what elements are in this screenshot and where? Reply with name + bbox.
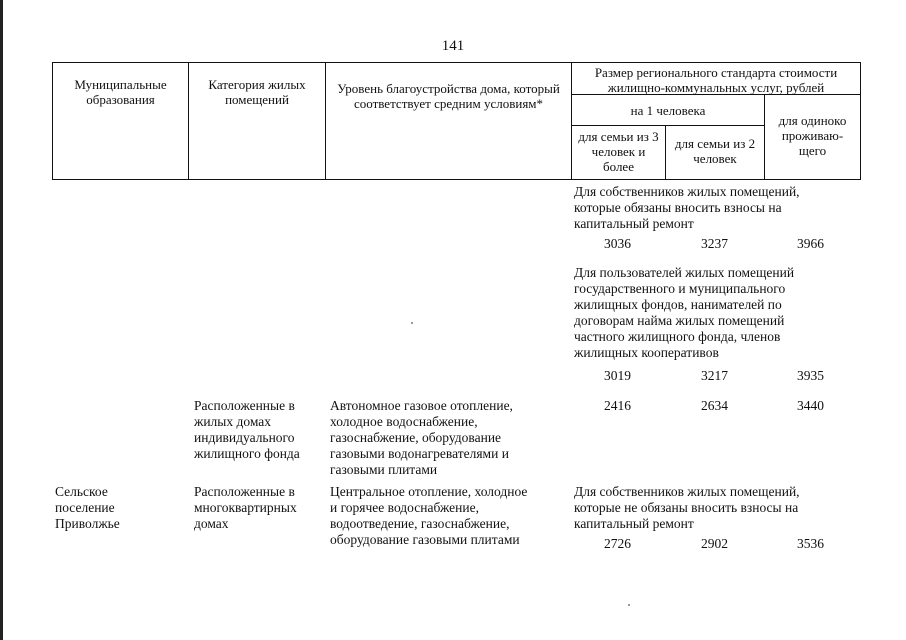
privolzhye-category-line: домах bbox=[194, 516, 229, 531]
individual-level-line: холодное водоснабжение, bbox=[330, 414, 478, 429]
header-family3: для семьи из 3 человек и более bbox=[572, 126, 666, 180]
users-state-note-line: частного жилищного фонда, членов bbox=[574, 329, 781, 344]
owners-cap-note-line: Для собственников жилых помещений, bbox=[574, 184, 800, 199]
value-family3: 2416 bbox=[604, 398, 631, 413]
value-family2: 3237 bbox=[701, 236, 728, 251]
privolzhye-level-line: оборудование газовыми плитами bbox=[330, 532, 520, 547]
value-family3: 3019 bbox=[604, 368, 631, 383]
page-number: 141 bbox=[441, 38, 465, 54]
individual-category-line: индивидуального bbox=[194, 430, 295, 445]
individual-category-line: жилых домах bbox=[194, 414, 272, 429]
privolzhye-note-line: капитальный ремонт bbox=[574, 516, 694, 531]
header-level: Уровень благоустройства дома, который соответствует средним условиям* bbox=[326, 63, 572, 180]
individual-level-line: Автономное газовое отопление, bbox=[330, 398, 513, 413]
owners-cap-note-line: капитальный ремонт bbox=[574, 216, 694, 231]
privolzhye-level-line: и горячее водоснабжение, bbox=[330, 500, 479, 515]
individual-level-line: газовыми плитами bbox=[330, 462, 438, 477]
header-municipal: Муниципальные образования bbox=[53, 63, 189, 180]
value-family2: 2902 bbox=[701, 536, 728, 551]
scan-speck bbox=[411, 322, 413, 324]
header-single: для одиноко проживаю-щего bbox=[765, 95, 861, 180]
users-state-note-line: Для пользователей жилых помещений bbox=[574, 265, 795, 280]
value-family2: 2634 bbox=[701, 398, 728, 413]
privolzhye-category-line: Расположенные в bbox=[194, 484, 295, 499]
privolzhye-level-line: водоотведение, газоснабжение, bbox=[330, 516, 510, 531]
header-per-person: на 1 человека bbox=[572, 95, 765, 126]
owners-cap-note-line: которые обязаны вносить взносы на bbox=[574, 200, 782, 215]
scan-edge bbox=[0, 0, 3, 640]
value-single: 3440 bbox=[797, 398, 824, 413]
privolzhye-level-line: Центральное отопление, холодное bbox=[330, 484, 528, 499]
scan-speck bbox=[628, 604, 630, 606]
users-state-note-line: жилищных кооперативов bbox=[574, 345, 719, 360]
individual-category-line: жилищного фонда bbox=[194, 446, 300, 461]
value-single: 3935 bbox=[797, 368, 824, 383]
header-category: Категория жилых помещений bbox=[189, 63, 326, 180]
value-single: 3536 bbox=[797, 536, 824, 551]
privolzhye-note-line: Для собственников жилых помещений, bbox=[574, 484, 800, 499]
privolzhye-municipal-line: поселение bbox=[55, 500, 115, 515]
individual-level-line: газовыми водонагревателями и bbox=[330, 446, 509, 461]
table-header bbox=[52, 62, 861, 180]
value-family3: 3036 bbox=[604, 236, 631, 251]
privolzhye-note-line: которые не обязаны вносить взносы на bbox=[574, 500, 799, 515]
header-standard-size: Размер регионального стандарта стоимости жилищно-коммунальных услуг, рублей bbox=[572, 63, 861, 95]
privolzhye-municipal-line: Приволжье bbox=[55, 516, 120, 531]
users-state-note-line: государственного и муниципального bbox=[574, 281, 786, 296]
users-state-note-line: жилищных фондов, нанимателей по bbox=[574, 297, 782, 312]
value-family3: 2726 bbox=[604, 536, 631, 551]
value-single: 3966 bbox=[797, 236, 824, 251]
privolzhye-category-line: многоквартирных bbox=[194, 500, 297, 515]
users-state-note-line: договорам найма жилых помещений bbox=[574, 313, 785, 328]
individual-level-line: газоснабжение, оборудование bbox=[330, 430, 502, 445]
privolzhye-municipal-line: Сельское bbox=[55, 484, 108, 499]
header-family2: для семьи из 2 человек bbox=[666, 126, 765, 180]
individual-category-line: Расположенные в bbox=[194, 398, 295, 413]
value-family2: 3217 bbox=[701, 368, 728, 383]
